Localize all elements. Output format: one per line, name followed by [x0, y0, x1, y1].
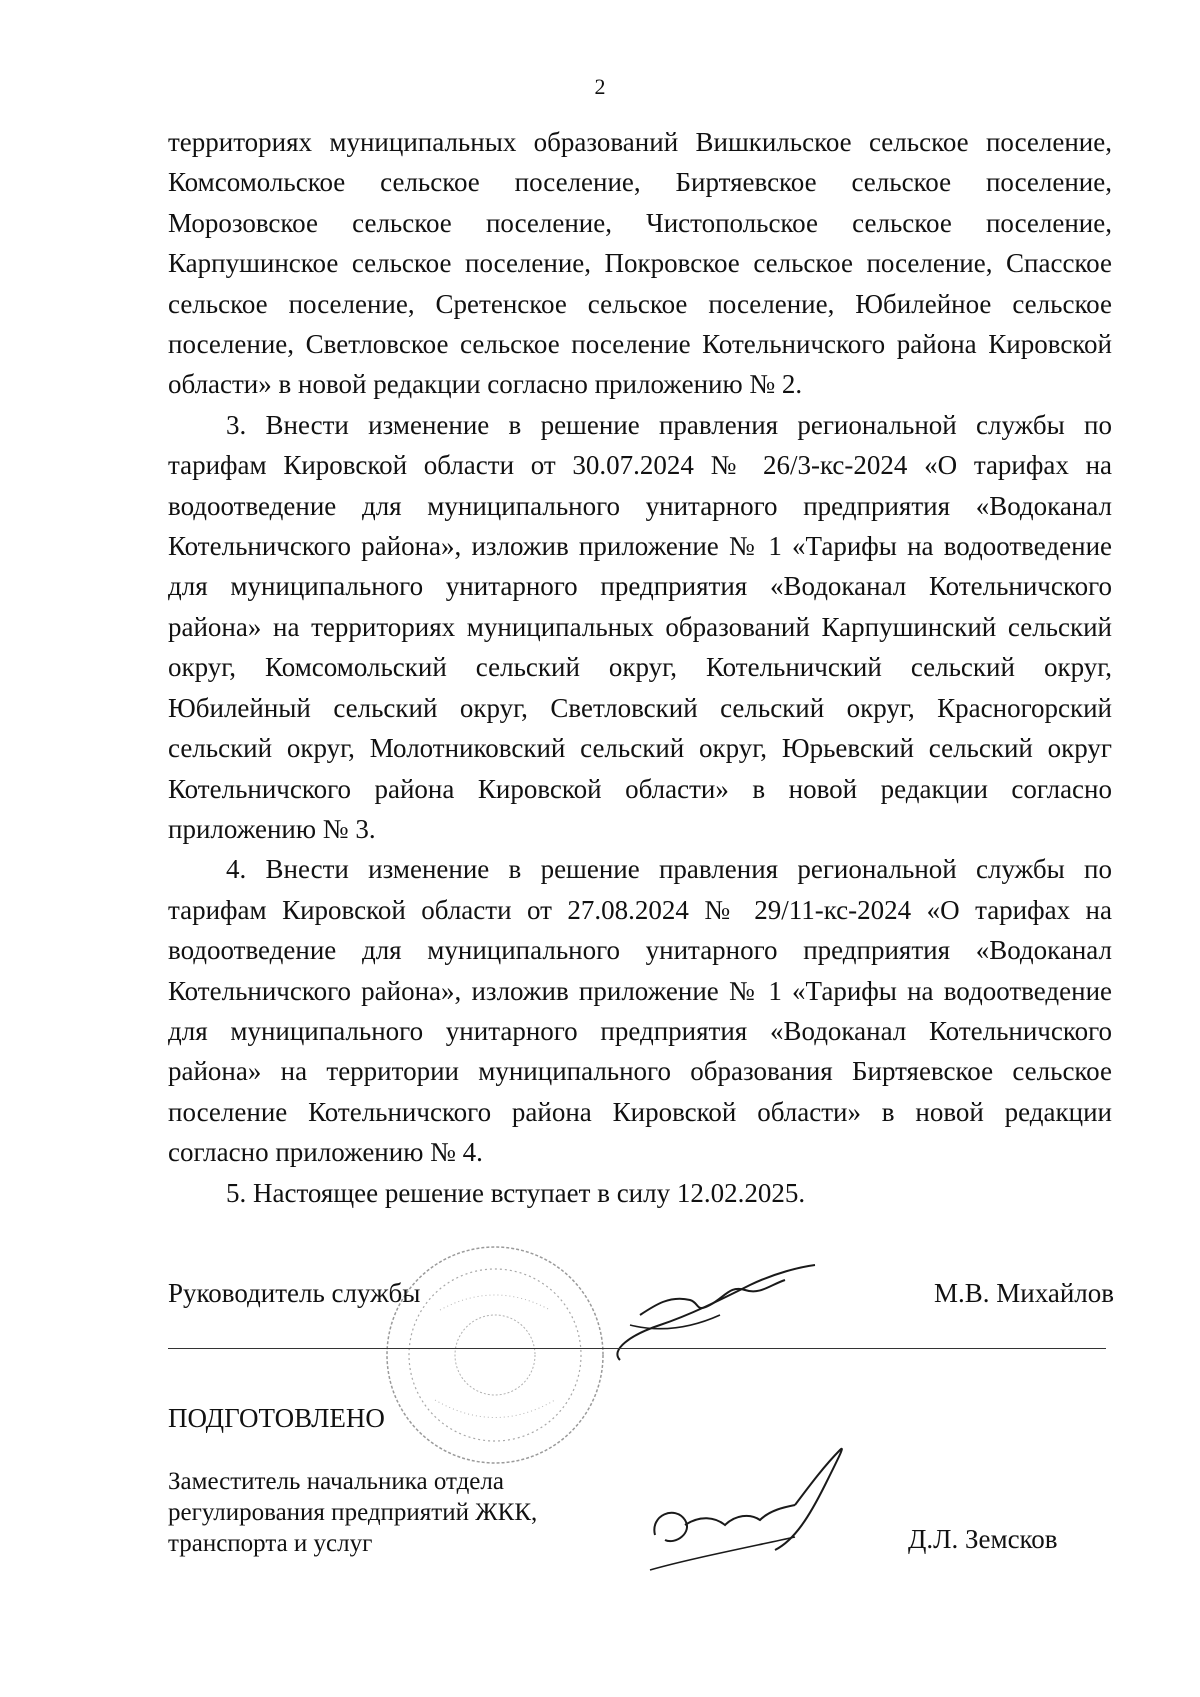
- prepared-label: ПОДГОТОВЛЕНО: [168, 1403, 385, 1433]
- paragraph-item-4: 4. Внести изменение в решение правления региональной службы по тарифам Кировской области от 27.08.2024 № 29/11-кс-2024 «О тарифах на водоотведение для муниципального унитарного предприятия «Водоканал Котельничского района», изложив приложение № 1 «Тарифы на водоотведение для муниципального унитарного предприятия «Водоканал Котельничского района» на территории муниципального образования Биртяевское сельское поселение Котельничского района Кировской области» в новой редакции согласно приложению № 4.: [168, 854, 1112, 1168]
- preparer-name: Д.Л. Земсков: [908, 1524, 1058, 1554]
- deputy-signature: [645, 1445, 855, 1575]
- signatory-name: М.В. Михайлов: [933, 1278, 1114, 1308]
- document-body: [168, 122, 1112, 1213]
- paragraph-item-3: 3. Внести изменение в решение правления региональной службы по тарифам Кировской области от 30.07.2024 № 26/3-кс-2024 «О тарифах на водоотведение для муниципального унитарного предприятия «Водоканал Котельничского района», изложив приложение № 1 «Тарифы на водоотведение для муниципального унитарного предприятия «Водоканал Котельничского района» на территориях муниципальных образований Карпушинский сельский округ, Комсомольский сельский округ, Котельничский сельский округ, Юбилейный сельский округ, Светловский сельский округ, Красногорский сельский округ, Молотниковский сельский округ, Юрьевский сельский округ Котельничского района Кировской области» в новой редакции согласно приложению № 3.: [168, 409, 1112, 844]
- official-stamp: [380, 1240, 610, 1470]
- signatory-title: Руководитель службы: [168, 1278, 421, 1308]
- preparer-position-line: Заместитель начальника отдела: [168, 1468, 504, 1495]
- preparer-position-line: транспорта и услуг: [168, 1530, 373, 1557]
- page-number: 2: [594, 74, 606, 99]
- preparer-position-line: регулирования предприятий ЖКК,: [168, 1499, 538, 1526]
- paragraph-item-5: 5. Настоящее решение вступает в силу 12.02.2025.: [226, 1177, 806, 1208]
- preparer-position: [168, 1466, 537, 1559]
- paragraph-continuation: территориях муниципальных образований Вишкильское сельское поселение, Комсомольское сельское поселение, Биртяевское сельское поселение, Морозовское сельское поселение, Чистопольское сельское поселение, Карпушинское сельское поселение, Покровское сельское поселение, Спасское сельское поселение, Сретенское сельское поселение, Юбилейное сельское поселение, Светловское сельское поселение Котельничского района Кировской области» в новой редакции согласно приложению № 2.: [168, 127, 1112, 400]
- signature-divider: [168, 1348, 1106, 1349]
